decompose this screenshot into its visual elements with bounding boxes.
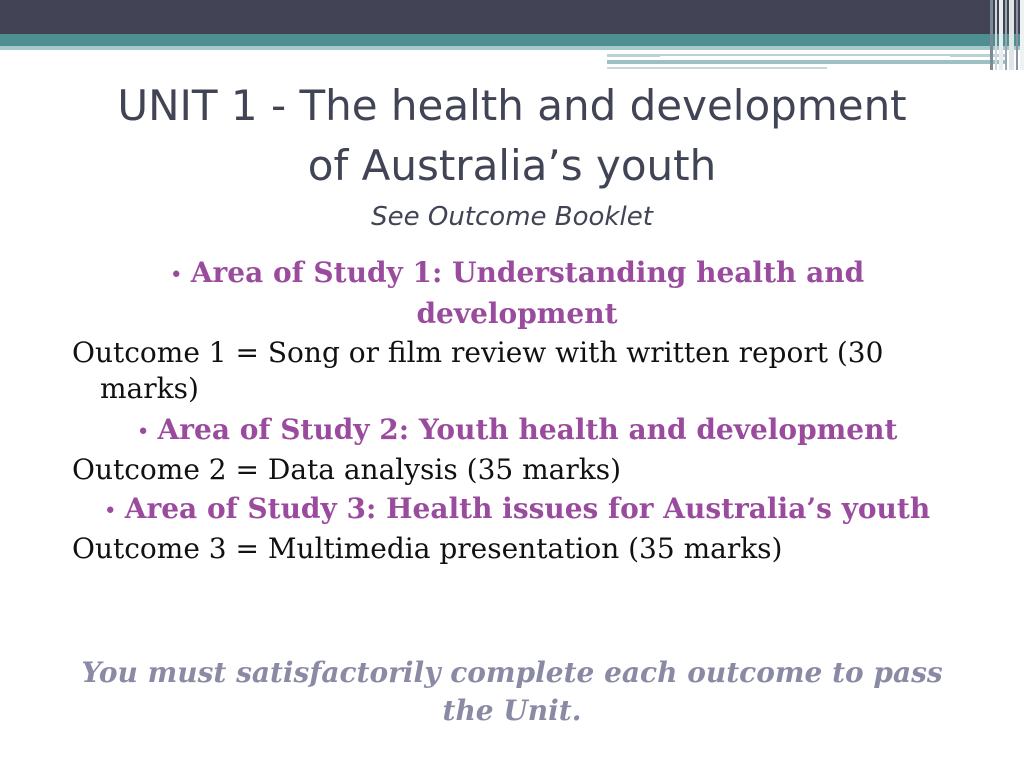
area-of-study-1 [72,254,962,333]
header-accent-line [607,67,827,69]
title-line-2: of Australia’s youth [307,141,717,190]
area-of-study-3 [72,490,962,531]
completion-note: You must satisfactorily complete each outcome to pass the Unit. [81,656,943,727]
slide-subtitle: See Outcome Booklet [371,202,653,232]
header-light-band [0,46,1024,50]
outcome-3: Outcome 3 = Multimedia presentation (35 marks) [72,532,783,565]
outcome-2: Outcome 2 = Data analysis (35 marks) [72,453,621,486]
slide-body [72,254,962,567]
area-of-study-2-label: Area of Study 2: Youth health and development [157,413,898,446]
header-accent-gap [660,56,950,58]
slide-title [40,76,984,196]
header-accent-line [607,60,1007,64]
bullet-icon: • [169,263,183,288]
outcome-1: Outcome 1 = Song or film review with written report (30 marks) [72,336,884,405]
area-of-study-2 [72,411,962,452]
header-dark-band [0,0,1024,34]
bullet-icon: • [136,420,150,445]
title-line-1: UNIT 1 - The health and development [117,81,907,130]
header-stripes-decoration [990,0,1024,70]
header-teal-band [0,34,1024,46]
area-of-study-1-label: Area of Study 1: Understanding health and development [190,256,865,330]
bullet-icon: • [103,499,117,524]
area-of-study-3-label: Area of Study 3: Health issues for Australia’s youth [124,492,931,525]
